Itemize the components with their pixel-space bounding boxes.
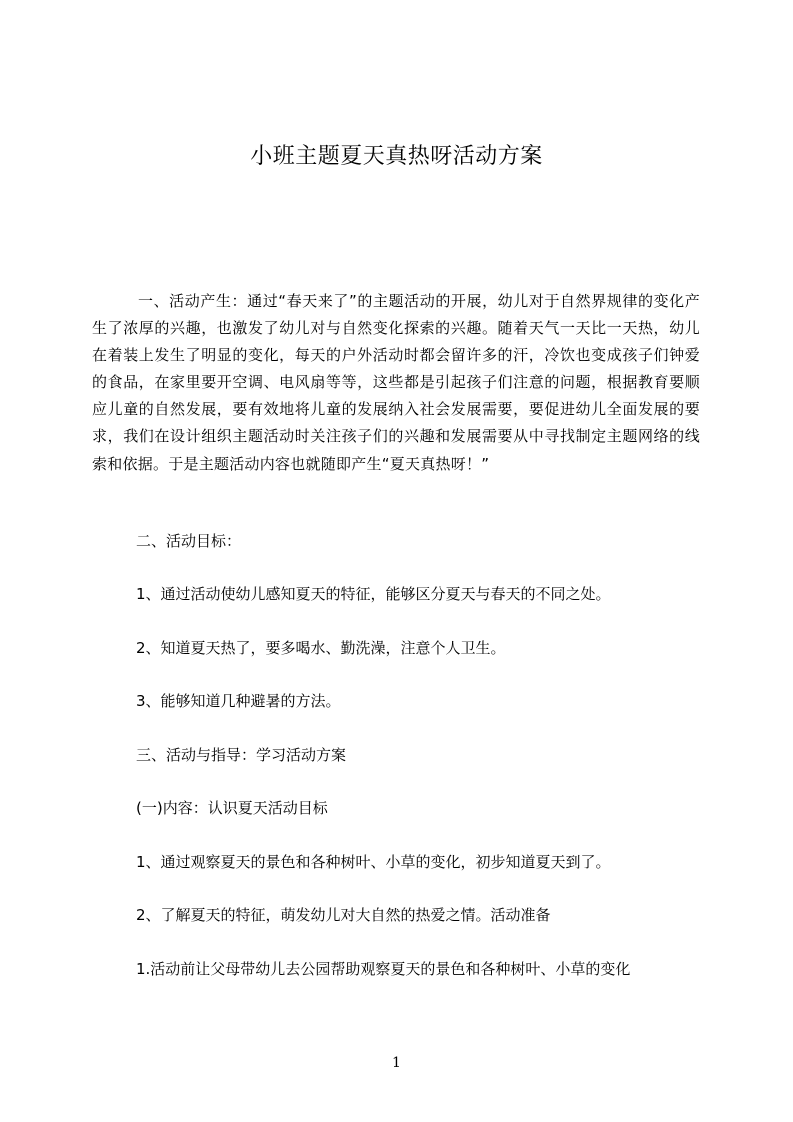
document-title: 小班主题夏天真热呀活动方案 xyxy=(250,144,543,169)
section-heading-objectives: 二、活动目标： xyxy=(136,532,242,550)
activity-goal-item-1: 1、通过观察夏天的景色和各种树叶、小草的变化，初步知道夏天到了。 xyxy=(136,853,611,871)
objective-item-1: 1、通过活动使幼儿感知夏天的特征，能够区分夏天与春天的不同之处。 xyxy=(136,585,611,603)
intro-paragraph: 一、活动产生：通过“春天来了”的主题活动的开展，幼儿对于自然界规律的变化产生了浓厚的兴趣，也激发了幼儿对与自然变化探索的兴趣。随着天气一天比一天热，幼儿在着装上发生了明显的变化，每天的户外活动时都会留许多的汗，冷饮也变成孩子们钟爱的食品，在家里要开空调、电风扇等等，这些都是引起孩子们注意的问题，根据教育要顺应儿童的自然发展，要有效地将儿童的发展纳入社会发展需要，要促进幼儿全面发展的要求，我们在设计组织主题活动时关注孩子们的兴趣和发展需要从中寻找制定主题网络的线索和依据。于是主题活动内容也就随即产生“夏天真热呀！” xyxy=(92,292,700,473)
activity-goal-item-2: 2、了解夏天的特征，萌发幼儿对大自然的热爱之情。活动准备 xyxy=(136,906,551,924)
section-heading-activities: 三、活动与指导：学习活动方案 xyxy=(136,746,347,764)
preparation-item-1: 1.活动前让父母带幼儿去公园帮助观察夏天的景色和各种树叶、小草的变化 xyxy=(136,960,631,978)
objective-item-3: 3、能够知道几种避暑的方法。 xyxy=(136,692,341,710)
page-number: 1 xyxy=(392,1055,401,1071)
subsection-heading-content: (一)内容：认识夏天活动目标 xyxy=(136,799,328,817)
objective-item-2: 2、知道夏天热了，要多喝水、勤洗澡，注意个人卫生。 xyxy=(136,639,506,657)
